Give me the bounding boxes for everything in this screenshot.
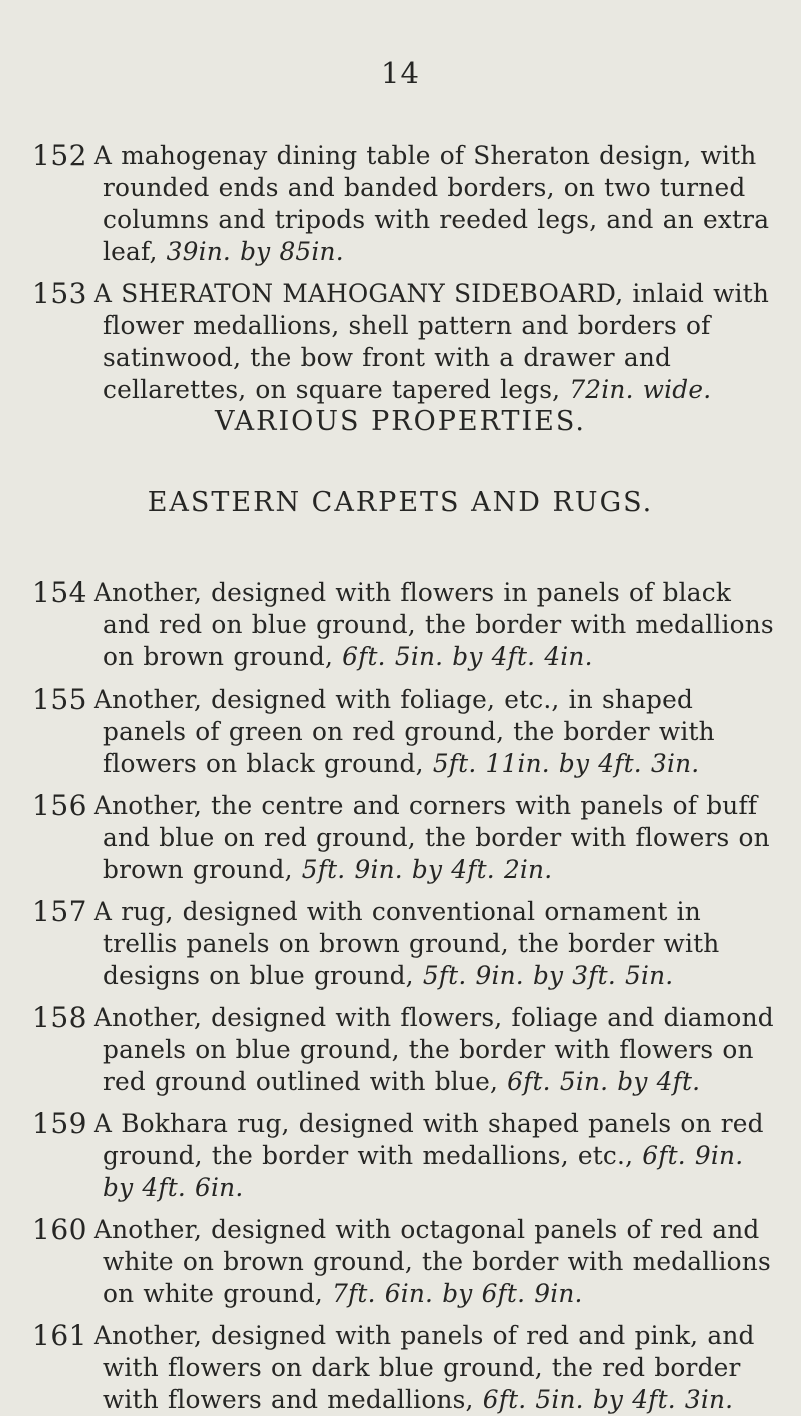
lot-dimensions: 7ft. 6in. by 6ft. 9in. (332, 1279, 583, 1308)
lot-description-text: Another, designed with panels of red and pink, and with flowers on dark blue ground, the red border with flowers and medallions, (94, 1321, 755, 1414)
lot-description (94, 140, 779, 268)
lot-description-text: A Bokhara rug, designed with shaped panels on red ground, the border with medallions, etc., (94, 1109, 764, 1170)
lot-description-text: A rug, designed with conventional ornament in trellis panels on brown ground, the border with designs on blue ground, (94, 897, 720, 990)
lot-number: 158 (32, 1001, 87, 1034)
lot-number: 155 (32, 683, 87, 716)
lot-dimensions: 6ft. 9in. by 4ft. 6in. (103, 1141, 744, 1202)
lot-entry (0, 1320, 801, 1416)
section-heading-eastern-carpets: EASTERN CARPETS AND RUGS. (147, 487, 654, 518)
page-number: 14 (381, 56, 420, 90)
lot-description (94, 1214, 779, 1310)
lot-description-text: Another, designed with flowers, foliage and diamond panels on blue ground, the border with flowers on red ground outlined with blue, (94, 1003, 774, 1096)
lot-description (94, 790, 779, 886)
lot-entry (0, 1002, 801, 1098)
lot-dimensions: 39in. by 85in. (166, 237, 344, 266)
lot-entry (0, 577, 801, 673)
lot-number: 152 (32, 139, 87, 172)
lot-number: 153 (32, 277, 87, 310)
lot-description (94, 1002, 779, 1098)
lot-entry (0, 1108, 801, 1204)
lot-entry (0, 140, 801, 268)
lot-description-text: A SHERATON MAHOGANY SIDEBOARD, inlaid with flower medallions, shell pattern and borders of satinwood, the bow front with a drawer and cellarettes, on square tapered legs, (94, 279, 769, 404)
lot-number: 156 (32, 789, 87, 822)
lot-dimensions: 6ft. 5in. by 4ft. (507, 1067, 701, 1096)
lot-description (94, 896, 779, 992)
lot-dimensions: 6ft. 5in. by 4ft. 4in. (342, 642, 593, 671)
lot-entry (0, 1214, 801, 1310)
lot-number: 154 (32, 576, 87, 609)
lot-number: 160 (32, 1213, 87, 1246)
lot-dimensions: 5ft. 9in. by 3ft. 5in. (422, 961, 674, 990)
lot-number: 161 (32, 1319, 87, 1352)
lot-number: 157 (32, 895, 87, 928)
section-heading-various-properties: VARIOUS PROPERTIES. (215, 406, 586, 437)
lot-description-text: Another, designed with octagonal panels of red and white on brown ground, the border with medallions on white ground, (94, 1215, 771, 1308)
lot-entry (0, 684, 801, 780)
lot-dimensions: 5ft. 9in. by 4ft. 2in. (301, 855, 553, 884)
lot-entry (0, 278, 801, 406)
lot-dimensions: 5ft. 11in. by 4ft. 3in. (432, 749, 700, 778)
lot-dimensions: 6ft. 5in. by 4ft. 3in. (482, 1385, 734, 1414)
lot-description (94, 1108, 779, 1204)
lot-description-text: Another, the centre and corners with panels of buff and blue on red ground, the border with flowers on brown ground, (94, 791, 770, 884)
lot-description (94, 684, 779, 780)
lot-description-text: A mahogenay dining table of Sheraton design, with rounded ends and banded borders, on two turned columns and tripods with reeded legs, and an extra leaf, (94, 141, 770, 266)
lot-description-text: Another, designed with flowers in panels of black and red on blue ground, the border with medallions on brown ground, (94, 578, 774, 671)
lot-description (94, 577, 779, 673)
lot-entry (0, 896, 801, 992)
lot-description (94, 278, 779, 406)
lot-entry (0, 790, 801, 886)
lot-number: 159 (32, 1107, 87, 1140)
lot-description-text: Another, designed with foliage, etc., in shaped panels of green on red ground, the border with flowers on black ground, (94, 685, 715, 778)
lot-description (94, 1320, 779, 1416)
lot-dimensions: 72in. wide. (569, 375, 712, 404)
